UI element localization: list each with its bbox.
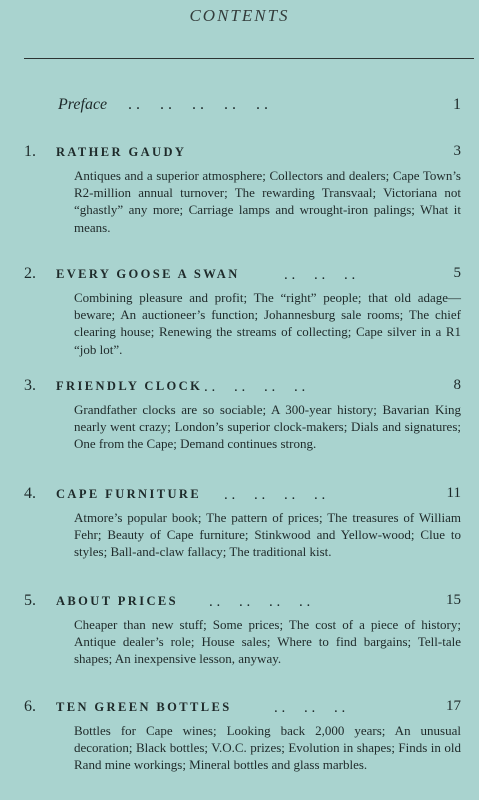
chapter-title: ABOUT PRICES [56,594,178,608]
chapter-title: FRIENDLY CLOCK [56,379,203,393]
preface-label: Preface [58,96,108,113]
preface-leader: . . . . . . . . . . [128,96,268,113]
chapter-page: 17 [446,698,461,714]
chapter-title: EVERY GOOSE A SWAN [56,267,240,281]
chapter-leader: . . . . . . [274,700,346,716]
chapter-leader: . . . . . . . . [209,594,311,610]
chapter-leader: . . . . . . . . [224,487,326,503]
chapter-entry [24,143,461,236]
chapter-entry [24,485,461,561]
chapter-title: RATHER GAUDY [56,145,187,159]
page-title: CONTENTS [189,6,290,25]
title-rule [24,58,474,59]
chapter-description: Bottles for Cape wines; Looking back 2,000 years; An unusual decoration; Black bottles; V.O.C. prizes; Evolution in shapes; Finds in old Rand mine workings; Mineral bottles and glass marbles. [74,723,461,773]
chapter-description: Atmore’s popular book; The pattern of prices; The treasures of William Fehr; Beauty of Cape furniture; Stinkwood and Yellow-wood; Clue to styles; Ball-and-claw fallacy; The traditional kist. [74,510,461,560]
chapter-number: 3. [24,377,36,394]
chapter-title: CAPE FURNITURE [56,487,202,501]
chapter-entry [24,265,461,358]
chapter-page: 8 [453,377,461,393]
chapter-number: 5. [24,592,36,609]
chapter-number: 6. [24,698,36,715]
chapter-number: 4. [24,485,36,502]
chapter-leader: . . . . . . [284,267,356,283]
chapter-entry [24,592,461,668]
chapter-entry [24,698,461,774]
chapter-page: 11 [446,485,461,501]
chapter-entry [24,377,461,453]
chapter-title: TEN GREEN BOTTLES [56,700,232,714]
preface-page: 1 [453,96,461,113]
chapter-description: Combining pleasure and profit; The “right” people; that old adage—beware; An auctioneer’s function; Johannesburg sale rooms; The chief clearing house; Renewing the streams of collecting; Cape silver in a R1 “job lot”. [74,290,461,357]
chapter-description: Cheaper than new stuff; Some prices; The cost of a piece of history; Antique dealer’s role; House sales; Where to find bargains; Tell-tale shapes; An inexpensive lesson, anyway. [74,617,461,667]
chapter-page: 15 [446,592,461,608]
chapter-number: 2. [24,265,36,282]
chapter-number: 1. [24,143,36,160]
chapter-leader: . . . . . . . . [204,379,306,395]
preface-entry [58,96,461,118]
chapter-page: 3 [453,143,461,159]
chapter-description: Antiques and a superior atmosphere; Collectors and dealers; Cape Town’s R2-million annual turnover; The rewarding Transvaal; Victoriana not “ghastly” any more; Carriage lamps and wrought-iron palings; What it means. [74,168,461,235]
chapter-page: 5 [453,265,461,281]
chapter-description: Grandfather clocks are so sociable; A 300-year history; Bavarian King nearly went crazy; London’s superior clock-makers; Dials and signatures; One from the Cape; Demand continues strong. [74,402,461,452]
